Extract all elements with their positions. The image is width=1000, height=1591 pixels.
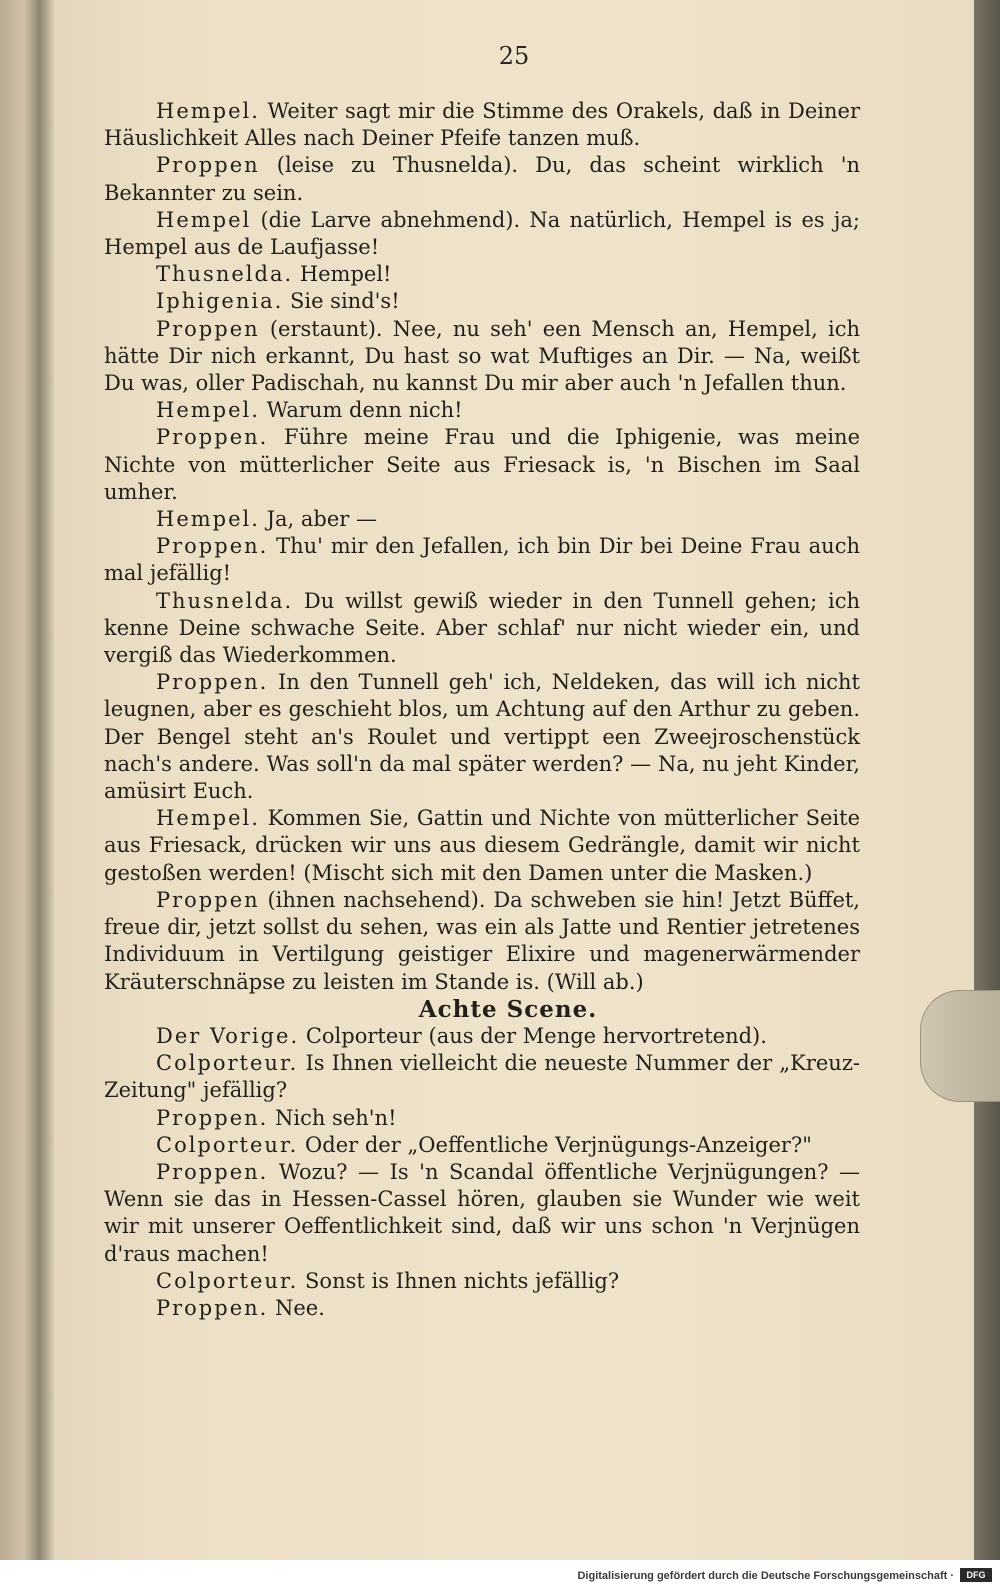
- speaker-name: Proppen.: [156, 670, 269, 695]
- speaker-name: Hempel.: [156, 806, 260, 831]
- speaker-name: Proppen: [156, 153, 260, 178]
- dialogue-line: [104, 1268, 860, 1295]
- dialogue-line: [104, 152, 860, 206]
- dialogue-text: Nich seh'n!: [268, 1105, 397, 1130]
- dialogue-line: [104, 207, 860, 261]
- dialogue-text: (die Larve abnehmend). Na natürlich, Hempel is es ja; Hempel aus de Laufjasse!: [104, 207, 860, 260]
- dialogue-line: [104, 397, 860, 424]
- dialogue-text: Oder der „Oeffentliche Verjnügungs-Anzeiger?": [298, 1132, 812, 1157]
- page-body: [104, 98, 860, 1322]
- dialogue-text: Wozu? — Is 'n Scandal öffentliche Verjnügungen? — Wenn sie das in Hessen-Cassel hören, glauben sie Wunder wie weit wir mit unserer Oeffentlichkeit sind, daß wir uns schon 'n Verjnügen d'raus machen!: [104, 1159, 860, 1266]
- page-tab-marker: [920, 990, 1000, 1102]
- speaker-name: Proppen.: [156, 425, 269, 450]
- speaker-name: Proppen.: [156, 534, 269, 559]
- dialogue-text: Ja, aber —: [259, 507, 377, 532]
- speaker-name: Colporteur.: [156, 1268, 299, 1293]
- dialogue-text: Thu' mir den Jefallen, ich bin Dir bei Deine Frau auch mal jefällig!: [104, 534, 860, 586]
- speaker-name: Hempel: [156, 207, 252, 232]
- dialogue-line: [104, 316, 860, 398]
- dialogue-text: Sonst is Ihnen nichts jefällig?: [298, 1268, 620, 1293]
- dialogue-text: (erstaunt). Nee, nu seh' een Mensch an, Hempel, ich hätte Dir nich erkannt, Du hast so wat Muftiges an Dir. — Na, weißt Du was, oller Padischah, nu kannst Du mir aber auch 'n Jefallen thun.: [104, 316, 860, 396]
- dialogue-text: (leise zu Thusnelda). Du, das scheint wirklich 'n Bekannter zu sein.: [104, 153, 860, 205]
- speaker-name: Der Vorige.: [156, 1023, 300, 1048]
- dialogue-text: Führe meine Frau und die Iphigenie, was meine Nichte von mütterlicher Seite aus Friesack is, 'n Bischen im Saal umher.: [104, 425, 860, 504]
- speaker-name: Colporteur.: [156, 1051, 299, 1076]
- dialogue-line: [104, 1105, 860, 1132]
- dialogue-text: Sie sind's!: [283, 289, 400, 314]
- page-gutter: [40, 0, 54, 1560]
- page-left-edge: [0, 0, 40, 1560]
- scene-heading: Achte Scene.: [418, 995, 598, 1023]
- dialogue-text: In den Tunnell geh' ich, Neldeken, das will ich nicht leugnen, aber es geschieht blos, um Achtung auf den Arthur zu geben. Der Bengel steht an's Roulet und vertippt een Zweejroschenstück nach's andere. Was soll'n da mal später werden? — Na, nu jeht Kinder, amüsirt Euch.: [104, 670, 860, 804]
- dialogue-text: Hempel!: [293, 262, 392, 287]
- page-right-edge: [974, 0, 1000, 1560]
- dialogue-line: [104, 288, 860, 315]
- dialogue-line: [104, 805, 860, 887]
- speaker-name: Thusnelda.: [156, 588, 294, 613]
- dialogue-line: [104, 261, 860, 288]
- speaker-name: Proppen.: [156, 1159, 269, 1184]
- speaker-name: Proppen.: [156, 1295, 269, 1320]
- speaker-name: Thusnelda.: [156, 262, 294, 287]
- speaker-name: Proppen.: [156, 1105, 269, 1130]
- dialogue-text: Nee.: [268, 1295, 325, 1320]
- dialogue-text: (ihnen nachsehend). Da schweben sie hin! Jetzt Büffet, freue dir, jetzt sollst du sehen, was ein als Jatte und Rentier jetretenes Individuum in Vertilgung geistiger Elixire und magenerwärmender Kräuterschnäpse zu leisten im Stande is. (Will ab.): [104, 887, 860, 994]
- dfg-logo: DFG: [960, 1568, 992, 1582]
- dialogue-text: Weiter sagt mir die Stimme des Orakels, daß in Deiner Häuslichkeit Alles nach Deiner Pfeife tanzen muß.: [104, 99, 860, 151]
- dialogue-line: [104, 1132, 860, 1159]
- dialogue-line: [104, 887, 860, 996]
- dialogue-line: [104, 669, 860, 805]
- dialogue-line: [104, 506, 860, 533]
- page-number: 25: [498, 42, 530, 70]
- dialogue-text: Kommen Sie, Gattin und Nichte von mütterlicher Seite aus Friesack, drücken wir uns aus diesem Gedrängle, damit wir nicht gestoßen werden! (Mischt sich mit den Damen unter die Masken.): [104, 806, 860, 885]
- speaker-name: Hempel.: [156, 398, 260, 423]
- dialogue-line: [104, 1050, 860, 1104]
- dialogue-text: Is Ihnen vielleicht die neueste Nummer der „Kreuz-Zeitung" jefällig?: [104, 1051, 860, 1103]
- dialogue-line: [104, 98, 860, 152]
- dialogue-text: Warum denn nich!: [259, 398, 463, 423]
- speaker-name: Proppen: [156, 316, 260, 341]
- dialogue-line: [104, 588, 860, 670]
- dialogue-line: [104, 424, 860, 506]
- speaker-name: Hempel.: [156, 507, 260, 532]
- footer-credit: Digitalisierung gefördert durch die Deutsche Forschungsgemeinschaft ·: [577, 1570, 954, 1582]
- speaker-name: Proppen: [156, 887, 260, 912]
- speaker-name: Colporteur.: [156, 1132, 299, 1157]
- speaker-name: Iphigenia.: [156, 289, 284, 314]
- speaker-name: Hempel.: [156, 99, 260, 123]
- dialogue-line: [104, 533, 860, 587]
- dialogue-text: Colporteur (aus der Menge hervortretend).: [299, 1023, 767, 1048]
- dialogue-line: [104, 1295, 860, 1322]
- dialogue-text: Du willst gewiß wieder in den Tunnell gehen; ich kenne Deine schwache Seite. Aber schlaf' nur nicht wieder ein, und vergiß das Wiederkommen.: [104, 588, 860, 668]
- dialogue-line: [104, 1159, 860, 1268]
- dialogue-line: [104, 1023, 860, 1050]
